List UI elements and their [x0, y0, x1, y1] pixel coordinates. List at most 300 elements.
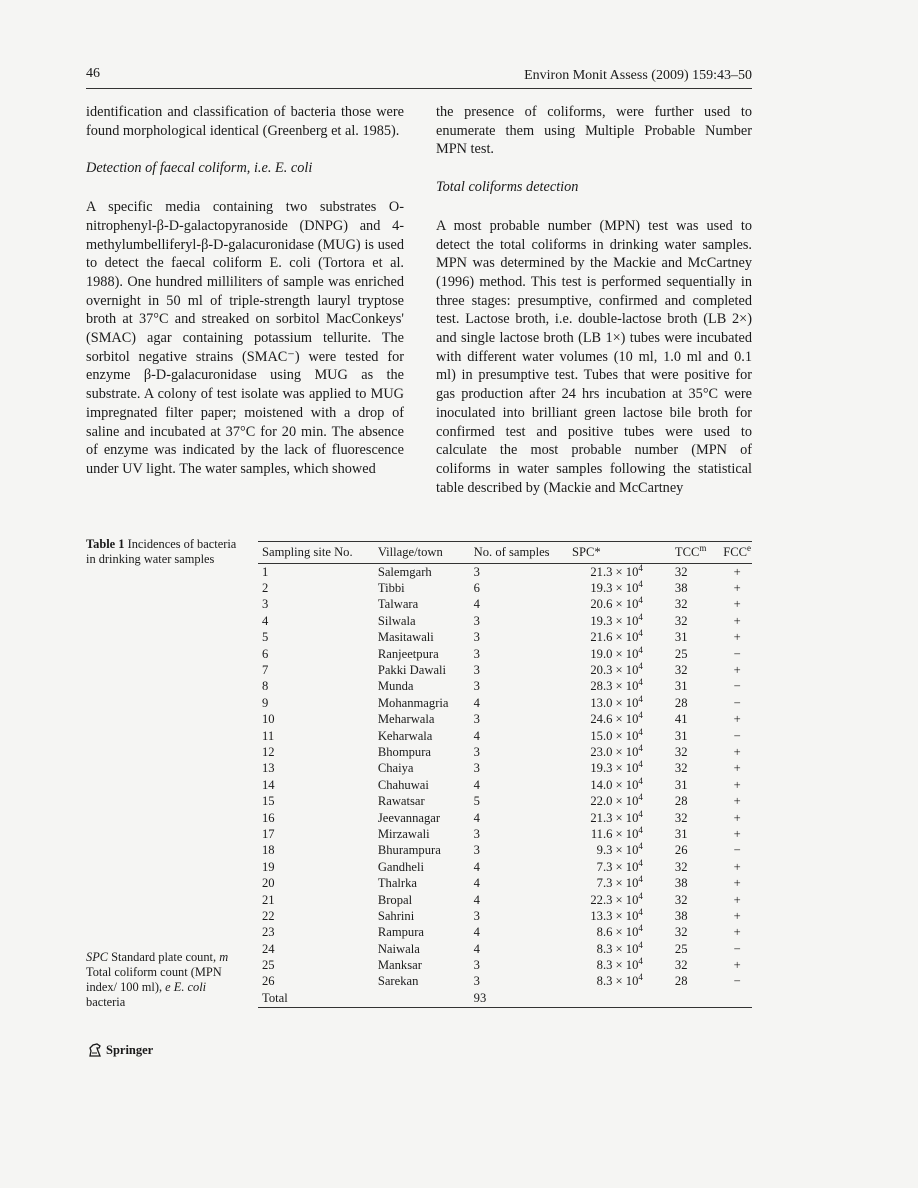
spc-exponent: 4	[638, 824, 643, 835]
cell-samples: 3	[473, 958, 480, 973]
cell-village: Rampura	[377, 925, 424, 940]
total-empty-cell	[722, 990, 752, 1008]
spc-exponent: 4	[638, 890, 643, 901]
spc-value: 13.3	[590, 908, 613, 923]
spc-exponent: 4	[638, 939, 643, 950]
cell-spc	[572, 761, 671, 777]
cell-tcc: 32	[674, 613, 688, 628]
cell-village: Masitawali	[377, 630, 434, 645]
spc-exponent: 4	[638, 562, 643, 573]
cell-site: 20	[262, 876, 275, 891]
cell-tcc: 32	[674, 859, 688, 874]
cell-tcc: 41	[674, 712, 688, 727]
cell-fcc: +	[733, 597, 741, 612]
spc-value: 15.0	[590, 728, 613, 743]
cell-fcc: +	[733, 826, 741, 841]
cell-spc	[572, 777, 671, 793]
table-row	[258, 925, 752, 941]
table-row	[258, 826, 752, 842]
cell-fcc: −	[733, 728, 741, 743]
cell-tcc: 32	[674, 958, 688, 973]
spc-value: 11.6	[590, 826, 613, 841]
table-row	[258, 712, 752, 728]
cell-spc	[572, 892, 671, 908]
right-section-heading: Total coliforms detection	[436, 179, 579, 196]
table-row	[258, 613, 752, 629]
cell-village: Meharwala	[377, 712, 435, 727]
spc-exponent: 4	[638, 660, 643, 671]
cell-spc	[572, 925, 671, 941]
spc-value: 20.6	[590, 597, 613, 612]
cell-site: 3	[262, 597, 269, 612]
cell-tcc: 32	[674, 810, 688, 825]
cell-fcc: +	[733, 761, 741, 776]
cell-site: 14	[262, 777, 275, 792]
spc-unit: × 10	[615, 974, 639, 989]
cell-fcc: −	[733, 679, 741, 694]
total-label: Total	[258, 990, 378, 1008]
table-row	[258, 564, 752, 581]
table-row	[258, 974, 752, 990]
table-row	[258, 892, 752, 908]
cell-tcc: 32	[674, 925, 688, 940]
cell-spc	[572, 908, 671, 924]
cell-site: 5	[262, 630, 269, 645]
cell-village: Keharwala	[377, 728, 433, 743]
cell-samples: 5	[473, 794, 480, 809]
spc-exponent: 4	[638, 595, 643, 606]
table-row	[258, 875, 752, 891]
cell-samples: 4	[473, 925, 480, 940]
spc-unit: × 10	[615, 892, 639, 907]
cell-fcc: +	[733, 876, 741, 891]
cell-village: Munda	[377, 679, 414, 694]
cell-fcc: +	[733, 958, 741, 973]
spc-exponent: 4	[638, 759, 643, 770]
right-para-1: the presence of coliforms, were further used to enumerate them using Multiple Probable Number MPN test.	[436, 104, 752, 158]
spc-unit: × 10	[615, 958, 639, 973]
spc-unit: × 10	[615, 908, 639, 923]
spc-exponent: 4	[638, 857, 643, 868]
cell-tcc: 38	[674, 581, 688, 596]
cell-village: Ranjeetpura	[377, 646, 439, 661]
cell-site: 13	[262, 761, 275, 776]
table-row	[258, 761, 752, 777]
cell-samples: 4	[473, 597, 480, 612]
cell-village: Gandheli	[377, 859, 424, 874]
cell-village: Bhurampura	[377, 843, 441, 858]
right-para-2: A most probable number (MPN) test was used to detect the total coliforms in drinking water samples. MPN was determined by the Mackie and McCartney (1996) method. This test is performed sequentially in three stages: presumptive, confirmed and completed test. Lactose broth, i.e. double-lactose broth (LB 2×) and single lactose broth (LB 1×) tubes were incubated with different water volumes (10 ml, 1.0 ml and 0.1 ml) in presumptive test. Tubes that were positive for gas production after 24 hrs incubation at 35°C were inoculated into brilliant green lactose bile broth for confirmed test and positive tubes were used to calculate the most probable number (MPN of coliforms in water samples following the statistical table described by (Mackie and McCartney	[436, 217, 752, 496]
journal-citation: Environ Monit Assess (2009) 159:43–50	[524, 68, 752, 83]
cell-tcc: 32	[674, 663, 688, 678]
col-header-fcc	[722, 542, 752, 564]
table-total-row	[258, 990, 752, 1008]
cell-fcc: +	[733, 892, 741, 907]
bacteria-incidence-table	[258, 541, 752, 1008]
spc-exponent: 4	[638, 726, 643, 737]
spc-unit: × 10	[615, 744, 639, 759]
spc-exponent: 4	[638, 710, 643, 721]
col-header-site: Sampling site No.	[258, 542, 378, 564]
table-row	[258, 744, 752, 760]
cell-fcc: −	[733, 843, 741, 858]
footnote-ecoli: E. coli	[173, 980, 207, 994]
cell-tcc: 31	[674, 679, 688, 694]
spc-value: 13.0	[590, 695, 613, 710]
spc-value: 8.3	[596, 941, 613, 956]
spc-exponent: 4	[638, 775, 643, 786]
table-row	[258, 728, 752, 744]
left-para-2: A specific media containing two substrates O-nitrophenyl-β-D-galactopyranoside (DNPG) and 4-methylumbelliferyl-β-D-galacuronidase (MUG) is used to detect the faecal coliform E. coli (Tortora et al. 1988). One hundred milliliters of sample was enriched overnight in 50 ml of triple-strength lauryl tryptose broth at 37°C and streaked on sorbitol MacConkeys' (SMAC) agar containing potassium tellurite. The sorbitol negative strains (SMAC⁻) were tested for enzyme β-D-galacuronidase using MUG as the substrate. A colony of test isolate was applied to MUG impregnated filter paper; moistened with a drop of saline and incubated at 37°C for 20 min. The absence of enzyme was indicated by the lack of fluorescence under UV light. The water samples, which showed	[86, 199, 404, 477]
cell-tcc: 28	[674, 794, 688, 809]
spc-unit: × 10	[615, 581, 639, 596]
cell-site: 26	[262, 974, 275, 989]
table-row	[258, 597, 752, 613]
table-caption-label: Table 1	[86, 537, 125, 551]
cell-village: Pakki Dawali	[377, 663, 447, 678]
footnote-bacteria: bacteria	[86, 995, 126, 1009]
cell-spc	[572, 613, 671, 629]
table-row	[258, 908, 752, 924]
cell-samples: 3	[473, 908, 480, 923]
cell-site: 15	[262, 794, 275, 809]
spc-value: 21.6	[590, 630, 613, 645]
cell-tcc: 38	[674, 908, 688, 923]
cell-spc	[572, 859, 671, 875]
spc-exponent: 4	[638, 955, 643, 966]
cell-tcc: 38	[674, 876, 688, 891]
spc-unit: × 10	[615, 925, 639, 940]
cell-fcc: +	[733, 794, 741, 809]
cell-samples: 3	[473, 613, 480, 628]
fcc-superscript: e	[747, 542, 752, 553]
cell-spc	[572, 826, 671, 842]
spc-value: 24.6	[590, 712, 613, 727]
cell-village: Talwara	[377, 597, 419, 612]
cell-tcc: 32	[674, 744, 688, 759]
cell-site: 6	[262, 646, 269, 661]
header-rule	[86, 88, 752, 89]
cell-fcc: −	[733, 974, 741, 989]
spc-unit: × 10	[615, 613, 639, 628]
cell-fcc: +	[733, 744, 741, 759]
table-header-row	[258, 542, 752, 564]
spc-value: 19.3	[590, 581, 613, 596]
table-row	[258, 646, 752, 662]
table-row	[258, 630, 752, 646]
cell-samples: 3	[473, 744, 480, 759]
cell-village: Jeevannagar	[377, 810, 441, 825]
table-row	[258, 941, 752, 957]
cell-samples: 3	[473, 761, 480, 776]
page-number: 46	[86, 66, 100, 81]
col-header-fcc-label: FCC	[723, 544, 748, 559]
left-column	[86, 103, 404, 479]
spc-unit: × 10	[615, 630, 639, 645]
spc-value: 8.6	[596, 925, 613, 940]
cell-site: 8	[262, 679, 269, 694]
cell-spc	[572, 941, 671, 957]
table-row	[258, 662, 752, 678]
cell-samples: 4	[473, 941, 480, 956]
cell-tcc: 31	[674, 630, 688, 645]
cell-samples: 4	[473, 810, 480, 825]
cell-samples: 3	[473, 679, 480, 694]
cell-fcc: +	[733, 908, 741, 923]
spc-value: 7.3	[596, 859, 613, 874]
spc-value: 21.3	[590, 564, 613, 579]
cell-fcc: +	[733, 925, 741, 940]
col-header-tcc-label: TCC	[674, 544, 700, 559]
cell-samples: 4	[473, 892, 480, 907]
cell-spc	[572, 564, 671, 581]
cell-fcc: +	[733, 712, 741, 727]
cell-village: Rawatsar	[377, 794, 425, 809]
springer-horse-icon	[88, 1043, 102, 1058]
cell-samples: 3	[473, 663, 480, 678]
spc-exponent: 4	[638, 578, 643, 589]
cell-spc	[572, 662, 671, 678]
cell-samples: 6	[473, 581, 480, 596]
cell-site: 19	[262, 859, 275, 874]
cell-village: Sarekan	[377, 974, 419, 989]
cell-spc	[572, 974, 671, 990]
cell-fcc: −	[733, 695, 741, 710]
spc-exponent: 4	[638, 841, 643, 852]
cell-fcc: +	[733, 777, 741, 792]
table-row	[258, 957, 752, 973]
cell-spc	[572, 679, 671, 695]
cell-site: 17	[262, 826, 275, 841]
spc-unit: × 10	[615, 679, 639, 694]
publisher-logo	[88, 1043, 153, 1058]
footnote-spc-abbr: SPC	[86, 950, 109, 964]
spc-value: 22.3	[590, 892, 613, 907]
footnote-e-abbr: e	[165, 980, 171, 994]
spc-exponent: 4	[638, 873, 643, 884]
tcc-superscript: m	[699, 542, 707, 553]
cell-site: 21	[262, 892, 275, 907]
spc-value: 9.3	[596, 843, 613, 858]
table-row	[258, 810, 752, 826]
spc-exponent: 4	[638, 972, 643, 983]
cell-spc	[572, 712, 671, 728]
cell-fcc: +	[733, 630, 741, 645]
cell-samples: 3	[473, 646, 480, 661]
spc-unit: × 10	[615, 695, 639, 710]
cell-village: Mohanmagria	[377, 695, 449, 710]
cell-site: 16	[262, 810, 275, 825]
spc-value: 21.3	[590, 810, 613, 825]
cell-tcc: 25	[674, 941, 688, 956]
cell-site: 4	[262, 613, 269, 628]
cell-site: 7	[262, 663, 269, 678]
cell-site: 22	[262, 908, 275, 923]
cell-tcc: 32	[674, 892, 688, 907]
cell-fcc: +	[733, 564, 741, 579]
cell-tcc: 32	[674, 564, 688, 579]
col-header-village: Village/town	[378, 542, 474, 564]
table-row	[258, 859, 752, 875]
spc-exponent: 4	[638, 923, 643, 934]
cell-site: 23	[262, 925, 275, 940]
col-header-samples: No. of samples	[474, 542, 572, 564]
spc-unit: × 10	[615, 646, 639, 661]
cell-fcc: +	[733, 810, 741, 825]
spc-unit: × 10	[615, 761, 639, 776]
cell-site: 11	[262, 728, 275, 743]
cell-samples: 3	[473, 826, 480, 841]
total-empty-cell	[378, 990, 474, 1008]
cell-samples: 3	[473, 843, 480, 858]
cell-spc	[572, 810, 671, 826]
spc-exponent: 4	[638, 742, 643, 753]
total-empty-cell	[572, 990, 671, 1008]
spc-value: 19.0	[590, 646, 613, 661]
cell-samples: 3	[473, 564, 480, 579]
cell-tcc: 31	[674, 728, 688, 743]
left-para-1: identification and classification of bacteria those were found morphological identical (Greenberg et al. 1985).	[86, 104, 404, 139]
cell-tcc: 32	[674, 761, 688, 776]
spc-exponent: 4	[638, 906, 643, 917]
cell-fcc: −	[733, 941, 741, 956]
cell-samples: 4	[473, 876, 480, 891]
table-caption	[86, 537, 246, 567]
cell-site: 25	[262, 958, 275, 973]
table-row	[258, 679, 752, 695]
cell-spc	[572, 875, 671, 891]
cell-tcc: 32	[674, 597, 688, 612]
spc-exponent: 4	[638, 628, 643, 639]
spc-value: 19.3	[590, 761, 613, 776]
cell-spc	[572, 728, 671, 744]
cell-village: Silwala	[377, 613, 416, 628]
cell-village: Sahrini	[377, 908, 415, 923]
cell-site: 2	[262, 581, 269, 596]
spc-value: 20.3	[590, 663, 613, 678]
cell-tcc: 25	[674, 646, 688, 661]
cell-site: 10	[262, 712, 275, 727]
footnote-m-text: Total coliform count (MPN index/ 100 ml),	[86, 965, 222, 994]
right-column	[436, 103, 752, 497]
cell-tcc: 26	[674, 843, 688, 858]
spc-unit: × 10	[615, 941, 639, 956]
cell-tcc: 28	[674, 695, 688, 710]
table-footnote	[86, 950, 246, 1010]
spc-exponent: 4	[638, 808, 643, 819]
spc-exponent: 4	[638, 644, 643, 655]
spc-unit: × 10	[615, 876, 639, 891]
cell-spc	[572, 597, 671, 613]
cell-tcc: 31	[674, 826, 688, 841]
total-empty-cell	[671, 990, 722, 1008]
spc-exponent: 4	[638, 611, 643, 622]
cell-village: Naiwala	[377, 941, 420, 956]
spc-value: 8.3	[596, 958, 613, 973]
spc-unit: × 10	[615, 843, 639, 858]
spc-value: 19.3	[590, 613, 613, 628]
spc-unit: × 10	[615, 859, 639, 874]
cell-tcc: 28	[674, 974, 688, 989]
spc-value: 8.3	[596, 974, 613, 989]
footnote-m-abbr: m	[219, 950, 229, 964]
cell-site: 12	[262, 744, 275, 759]
cell-village: Chaiya	[377, 761, 414, 776]
cell-samples: 4	[473, 859, 480, 874]
table-caption-text: Incidences of bacteria in drinking water samples	[86, 537, 237, 566]
publisher-name: Springer	[106, 1043, 154, 1057]
col-header-spc: SPC*	[572, 542, 671, 564]
spc-value: 22.0	[590, 794, 613, 809]
cell-spc	[572, 793, 671, 809]
col-header-tcc	[671, 542, 722, 564]
table-row	[258, 695, 752, 711]
cell-spc	[572, 957, 671, 973]
cell-spc	[572, 843, 671, 859]
spc-value: 7.3	[596, 876, 613, 891]
spc-value: 14.0	[590, 777, 613, 792]
spc-unit: × 10	[615, 810, 639, 825]
spc-unit: × 10	[615, 564, 639, 579]
cell-samples: 3	[473, 712, 480, 727]
cell-spc	[572, 630, 671, 646]
spc-unit: × 10	[615, 663, 639, 678]
cell-fcc: +	[733, 581, 741, 596]
cell-samples: 3	[473, 974, 480, 989]
cell-tcc: 31	[674, 777, 688, 792]
cell-village: Mirzawali	[377, 826, 430, 841]
cell-village: Bhompura	[377, 744, 431, 759]
spc-value: 23.0	[590, 744, 613, 759]
cell-samples: 4	[473, 695, 480, 710]
left-section-heading: Detection of faecal coliform, i.e. E. coli	[86, 160, 313, 177]
spc-unit: × 10	[615, 712, 639, 727]
table-row	[258, 777, 752, 793]
cell-spc	[572, 646, 671, 662]
total-value: 93	[474, 990, 572, 1008]
cell-site: 9	[262, 695, 269, 710]
cell-fcc: +	[733, 613, 741, 628]
cell-village: Thalrka	[377, 876, 417, 891]
spc-unit: × 10	[615, 826, 639, 841]
table-row	[258, 843, 752, 859]
spc-unit: × 10	[615, 794, 639, 809]
cell-village: Bropal	[377, 892, 413, 907]
cell-spc	[572, 580, 671, 596]
cell-samples: 3	[473, 630, 480, 645]
cell-samples: 4	[473, 728, 480, 743]
cell-site: 24	[262, 941, 275, 956]
cell-samples: 4	[473, 777, 480, 792]
cell-fcc: +	[733, 663, 741, 678]
cell-fcc: +	[733, 859, 741, 874]
footnote-spc-text: Standard plate count,	[111, 950, 217, 964]
table-row	[258, 793, 752, 809]
spc-value: 28.3	[590, 679, 613, 694]
table-row	[258, 580, 752, 596]
cell-spc	[572, 695, 671, 711]
spc-unit: × 10	[615, 728, 639, 743]
cell-spc	[572, 744, 671, 760]
spc-exponent: 4	[638, 791, 643, 802]
spc-unit: × 10	[615, 777, 639, 792]
cell-site: 1	[262, 564, 269, 579]
cell-fcc: −	[733, 646, 741, 661]
cell-site: 18	[262, 843, 275, 858]
spc-unit: × 10	[615, 597, 639, 612]
spc-exponent: 4	[638, 677, 643, 688]
cell-village: Salemgarh	[377, 564, 432, 579]
